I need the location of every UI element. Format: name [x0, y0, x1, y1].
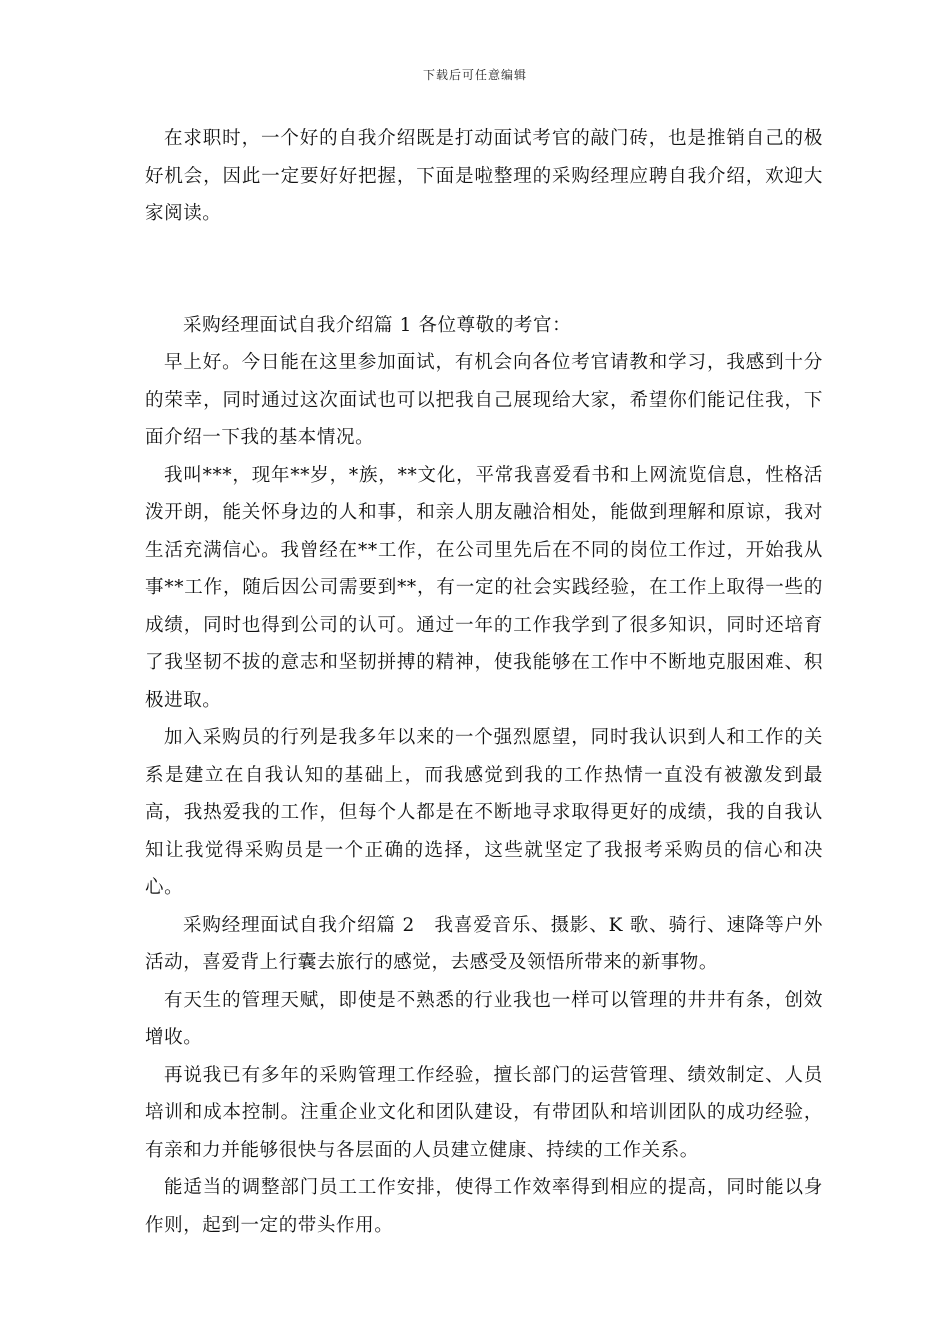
header-note: 下载后可任意编辑 — [422, 68, 527, 82]
paragraph-leadership: 能适当的调整部门员工工作安排，使得工作效率得到相应的提高，同时能以身作则，起到一定的带头作用。 — [145, 1177, 823, 1236]
paragraph-greeting: 早上好。今日能在这里参加面试，有机会向各位考官请教和学习，我感到十分的荣幸，同时通过这次面试也可以把我自己展现给大家，希望你们能记住我，下面介绍一下我的基本情况。 — [145, 352, 823, 448]
section-1-title: 采购经理面试自我介绍篇 1 各位尊敬的考官： — [183, 314, 572, 336]
paragraph-motivation: 加入采购员的行列是我多年以来的一个强烈愿望，同时我认识到人和工作的关系是建立在自我认知的基础上，而我感觉到我的工作热情一直没有被激发到最高，我热爱我的工作，但每个人都是在不断地寻求取得更好的成绩，我的自我认知让我觉得采购员是一个正确的选择，这些就坚定了我报考采购员的信心和决心。 — [145, 727, 823, 898]
section-2-paragraph: 采购经理面试自我介绍篇 2 我喜爱音乐、摄影、K 歌、骑行、速降等户外活动，喜爱背上行囊去旅行的感觉，去感受及领悟所带来的新事物。 — [145, 914, 823, 973]
intro-paragraph: 在求职时，一个好的自我介绍既是打动面试考官的敲门砖，也是推销自己的极好机会，因此一定要好好把握，下面是啦整理的采购经理应聘自我介绍，欢迎大家阅读。 — [145, 128, 823, 224]
paragraph-experience: 再说我已有多年的采购管理工作经验，擅长部门的运营管理、绩效制定、人员培训和成本控制。注重企业文化和团队建设，有带团队和培训团队的成功经验，有亲和力并能够很快与各层面的人员建立健康、持续的工作关系。 — [145, 1064, 823, 1161]
paragraph-management: 有天生的管理天赋，即使是不熟悉的行业我也一样可以管理的井井有条，创效增收。 — [145, 989, 823, 1048]
paragraph-background: 我叫***，现年**岁，*族，**文化，平常我喜爱看书和上网流览信息，性格活泼开朗，能关怀身边的人和事，和亲人朋友融洽相处，能做到理解和原谅，我对生活充满信心。我曾经在**工作，在公司里先后在不同的岗位工作过，开始我从事**工作，随后因公司需要到**，有一定的社会实践经验，在工作上取得一些的成绩，同时也得到公司的认可。通过一年的工作我学到了很多知识，同时还培育了我坚韧不拔的意志和坚韧拼搏的精神，使我能够在工作中不断地克服困难、积极进取。 — [145, 464, 823, 711]
paragraph-spacer — [145, 233, 823, 307]
document-body — [145, 120, 823, 1244]
